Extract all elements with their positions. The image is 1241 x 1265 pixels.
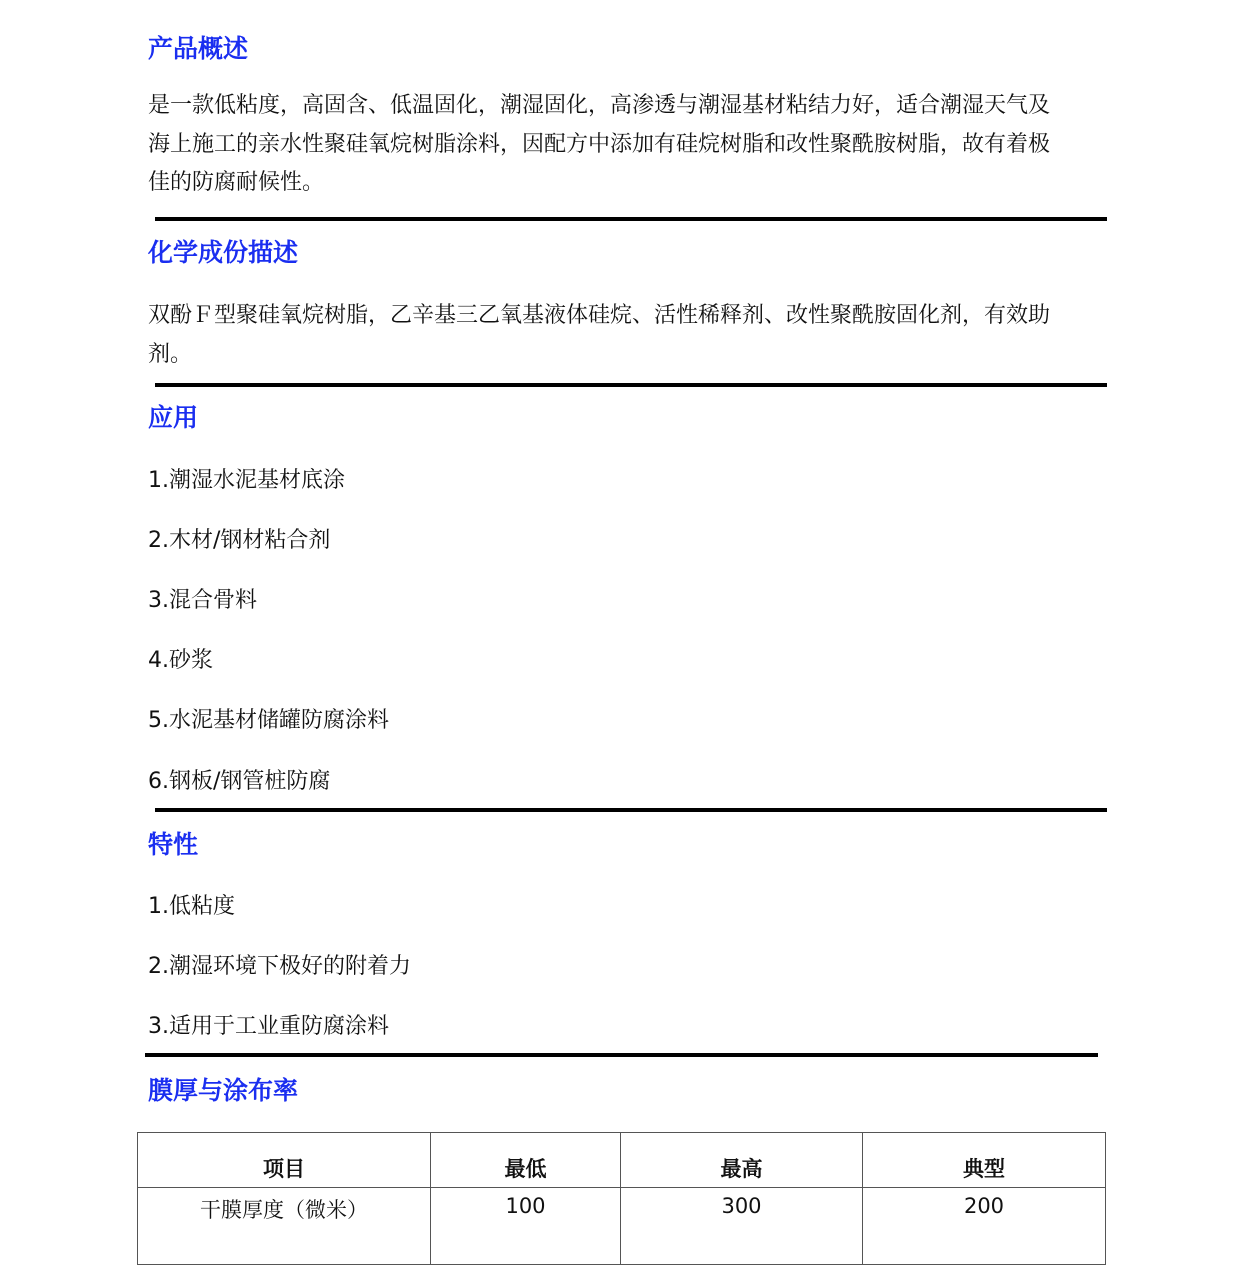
column-header: 典型 <box>863 1133 1106 1188</box>
feature-item: 2.潮湿环境下极好的附着力 <box>148 954 411 979</box>
table-row <box>138 1188 1106 1265</box>
overview-line: 是一款低粘度，高固含、低温固化，潮湿固化，高渗透与潮湿基材粘结力好，适合潮湿天气及 <box>148 93 1051 118</box>
application-item: 6.钢板/钢管桩防腐 <box>148 769 331 794</box>
overview-paragraph <box>148 87 1093 203</box>
chemistry-line: 双酚Ｆ型聚硅氧烷树脂，乙辛基三乙氧基液体硅烷、活性稀释剂、改性聚酰胺固化剂，有效助 <box>148 303 1051 328</box>
table-header-row <box>138 1133 1106 1188</box>
features-heading: 特性 <box>148 830 199 859</box>
column-header: 最高 <box>621 1133 863 1188</box>
chemistry-paragraph <box>148 297 1093 374</box>
column-header: 项目 <box>138 1133 431 1188</box>
application-heading: 应用 <box>148 403 199 432</box>
section-divider <box>145 1053 1098 1057</box>
feature-item: 1.低粘度 <box>148 894 235 919</box>
section-divider <box>155 217 1107 221</box>
feature-item: 3.适用于工业重防腐涂料 <box>148 1014 389 1039</box>
table-cell: 100 <box>431 1188 621 1265</box>
application-item: 3.混合骨料 <box>148 588 257 613</box>
section-divider <box>155 808 1107 812</box>
overview-line: 佳的防腐耐候性。 <box>148 170 325 195</box>
chemistry-line: 剂。 <box>148 341 193 367</box>
coverage-table <box>137 1132 1106 1265</box>
application-item: 5.水泥基材储罐防腐涂料 <box>148 708 389 733</box>
application-item: 2.木材/钢材粘合剂 <box>148 528 331 553</box>
overview-line: 海上施工的亲水性聚硅氧烷树脂涂料，因配方中添加有硅烷树脂和改性聚酰胺树脂，故有着极 <box>148 131 1051 157</box>
section-divider <box>155 383 1107 387</box>
overview-heading: 产品概述 <box>148 34 249 63</box>
application-item: 4.砂浆 <box>148 648 213 673</box>
application-item: 1.潮湿水泥基材底涂 <box>148 468 345 493</box>
column-header: 最低 <box>431 1133 621 1188</box>
coverage-heading: 膜厚与涂布率 <box>148 1076 299 1105</box>
table-cell: 200 <box>863 1188 1106 1265</box>
chemistry-heading: 化学成份描述 <box>148 238 299 267</box>
table-cell: 300 <box>621 1188 863 1265</box>
table-cell: 干膜厚度（微米） <box>138 1188 431 1265</box>
